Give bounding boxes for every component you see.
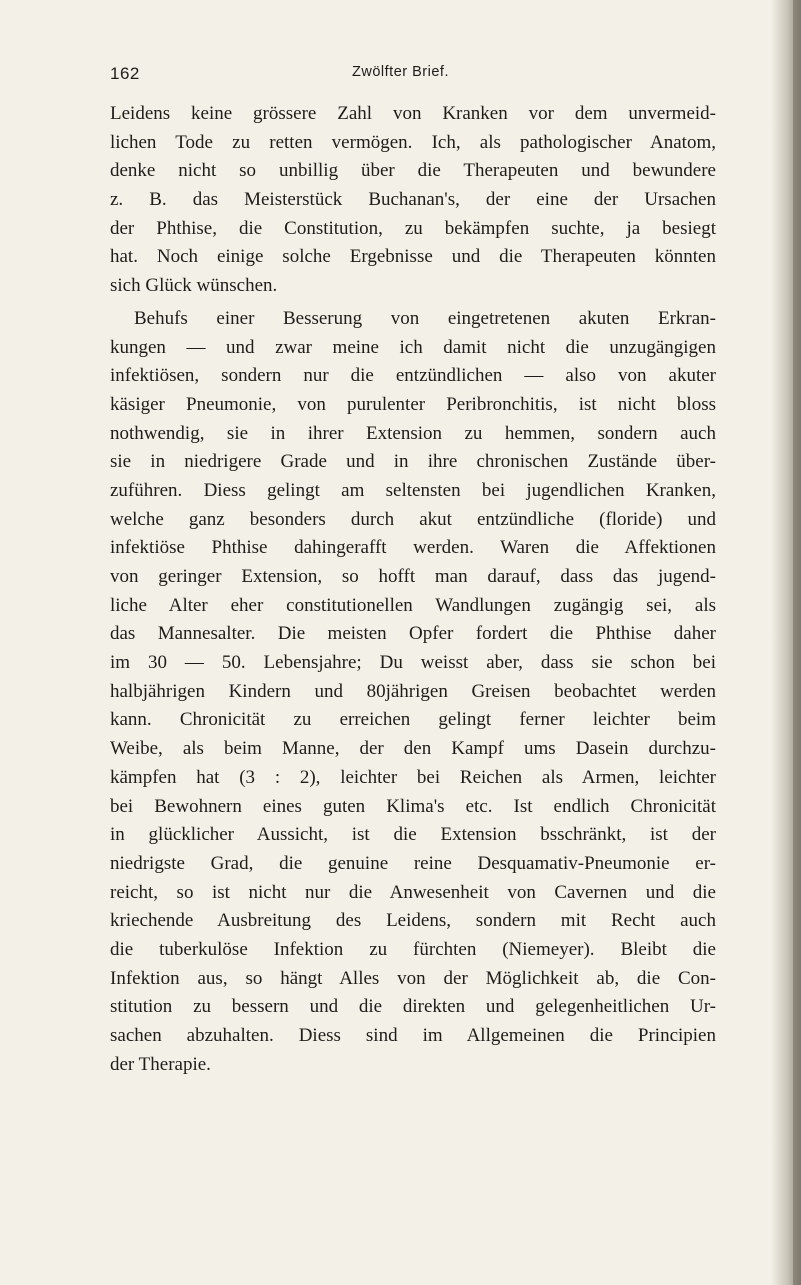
text-line: nothwendig, sie in ihrer Extension zu hemmen, sondern auch xyxy=(110,422,716,444)
text-line: Weibe, als beim Manne, der den Kampf ums Dasein durchzu- xyxy=(110,738,716,760)
text-line: im 30 — 50. Lebensjahre; Du weisst aber, dass sie schon bei xyxy=(110,652,716,674)
paragraph xyxy=(110,100,716,301)
running-head: Zwölfter Brief. xyxy=(352,64,449,80)
body-text xyxy=(110,100,716,1079)
text-line: Infektion aus, so hängt Alles von der Möglichkeit ab, die Con- xyxy=(110,967,716,989)
text-line: Leidens keine grössere Zahl von Kranken vor dem unvermeid- xyxy=(110,103,716,124)
text-line: sie in niedrigere Grade und in ihre chronischen Zustände über- xyxy=(110,451,716,473)
text-line: hat. Noch einige solche Ergebnisse und die Therapeuten könnten xyxy=(110,246,716,268)
text-line: bei Bewohnern eines guten Klima's etc. Ist endlich Chronicität xyxy=(110,795,716,817)
text-line: halbjährigen Kindern und 80jährigen Greisen beobachtet werden xyxy=(110,680,716,702)
text-line: Behufs einer Besserung von eingetretenen akuten Erkran- xyxy=(134,307,716,329)
text-line: kämpfen hat (3 : 2), leichter bei Reichen als Armen, leichter xyxy=(110,766,716,788)
text-line: in glücklicher Aussicht, ist die Extension bsschränkt, ist der xyxy=(110,824,716,846)
text-line: welche ganz besonders durch akut entzündliche (floride) und xyxy=(110,508,716,530)
text-line: zuführen. Diess gelingt am seltensten bei jugendlichen Kranken, xyxy=(110,479,716,501)
text-line: von geringer Extension, so hofft man darauf, dass das jugend- xyxy=(110,566,716,587)
paragraph xyxy=(110,305,716,1080)
text-line: niedrigste Grad, die genuine reine Desquamativ-Pneumonie er- xyxy=(110,852,716,874)
text-line: der Phthise, die Constitution, zu bekämpfen suchte, ja besiegt xyxy=(110,217,716,239)
text-line: die tuberkulöse Infektion zu fürchten (Niemeyer). Bleibt die xyxy=(110,938,716,960)
page-header xyxy=(0,60,801,90)
text-line: käsiger Pneumonie, von purulenter Peribronchitis, ist nicht bloss xyxy=(110,393,716,415)
page-edge xyxy=(793,0,801,1285)
text-line: liche Alter eher constitutionellen Wandlungen zugängig sei, als xyxy=(110,594,716,616)
text-line: kungen — und zwar meine ich damit nicht die unzugängigen xyxy=(110,336,716,358)
text-line: denke nicht so unbillig über die Therapeuten und bewundere xyxy=(110,160,716,182)
text-line: stitution zu bessern und die direkten und gelegenheitlichen Ur- xyxy=(110,996,716,1018)
text-line: sich Glück wünschen. xyxy=(110,275,278,297)
text-line: reicht, so ist nicht nur die Anwesenheit von Cavernen und die xyxy=(110,881,716,903)
text-line: sachen abzuhalten. Diess sind im Allgemeinen die Principien xyxy=(110,1025,716,1046)
text-line: lichen Tode zu retten vermögen. Ich, als pathologischer Anatom, xyxy=(110,131,716,153)
text-line: infektiöse Phthise dahingerafft werden. Waren die Affektionen xyxy=(110,537,716,559)
text-line: das Mannesalter. Die meisten Opfer fordert die Phthise daher xyxy=(110,623,716,645)
text-line: kriechende Ausbreitung des Leidens, sondern mit Recht auch xyxy=(110,910,716,932)
text-line: infektiösen, sondern nur die entzündlichen — also von akuter xyxy=(110,365,716,387)
page-number: 162 xyxy=(110,64,140,83)
text-line: z. B. das Meisterstück Buchanan's, der eine der Ursachen xyxy=(110,189,716,211)
text-line: kann. Chronicität zu erreichen gelingt ferner leichter beim xyxy=(110,709,716,731)
text-line: der Therapie. xyxy=(110,1053,211,1075)
